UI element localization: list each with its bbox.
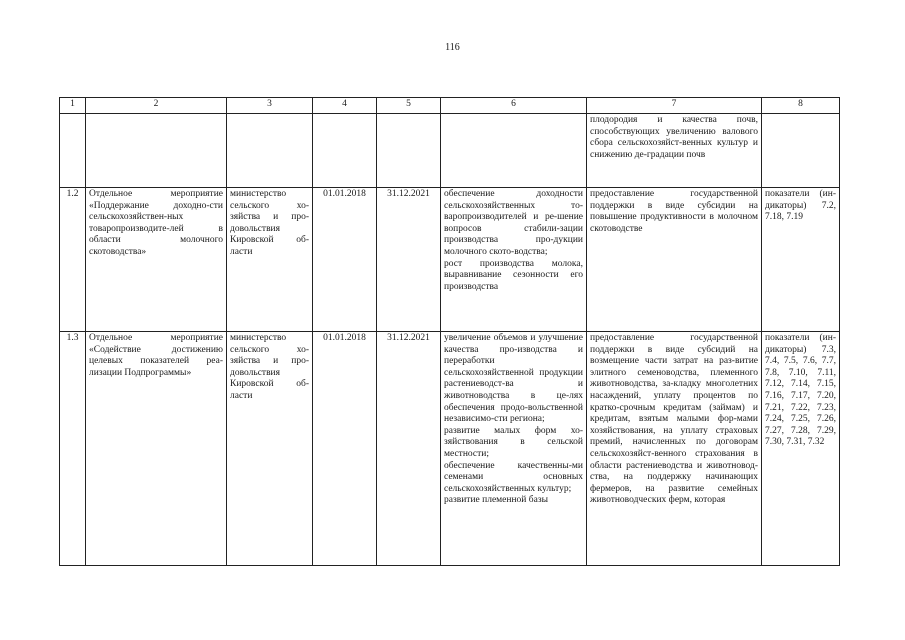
indicators-cell [762, 114, 840, 188]
start-date-cell: 01.01.2018 [313, 332, 377, 566]
start-date-cell: 01.01.2018 [313, 188, 377, 332]
result-cell: увеличение объемов и улучшение качества про-изводства и переработки сельскохозяйственной продукции растениеводст-ва и животноводства в це-лях обеспечения продо-вольственной независимо-сти региона; развитие малых форм хо-зяйствования в сельской местности; обеспечение качественны-ми семенами основных сельскохозяйственных культур; развитие племенной базы [441, 332, 587, 566]
measures-table [59, 97, 840, 566]
table-row [60, 332, 840, 566]
table-row [60, 114, 840, 188]
start-date-cell [313, 114, 377, 188]
column-header: 2 [86, 98, 227, 114]
relation-cell: плодородия и качества почв, способствующих увеличению валового сбора сельскохозяйст-венных культур и снижению де-градации почв [587, 114, 762, 188]
row-number-cell: 1.3 [60, 332, 86, 566]
result-cell: обеспечение доходности сельскохозяйственных то-варопроизводителей и ре-шение вопросов стабили-зации производства про-дукции молочного ското-водства; рост производства молока, выравнивание сезонности его производства [441, 188, 587, 332]
column-header: 8 [762, 98, 840, 114]
executor-cell: министерство сельского хо-зяйства и про-довольствия Кировской об-ласти [227, 332, 313, 566]
column-header: 4 [313, 98, 377, 114]
executor-cell: министерство сельского хо-зяйства и про-довольствия Кировской об-ласти [227, 188, 313, 332]
column-header: 7 [587, 98, 762, 114]
table-row [60, 188, 840, 332]
column-header: 3 [227, 98, 313, 114]
measure-name-cell: Отдельное мероприятие «Поддержание доходно-сти сельскохозяйствен-ных товаропроизводите-лей в области молочного скотоводства» [86, 188, 227, 332]
measure-name-cell: Отдельное мероприятие «Содействие достижению целевых показателей реа-лизации Подпрограммы» [86, 332, 227, 566]
measure-name-cell [86, 114, 227, 188]
column-header: 1 [60, 98, 86, 114]
page-number: 116 [445, 42, 460, 53]
indicators-cell: показатели (ин-дикаторы) 7.3, 7.4, 7.5, 7.6, 7.7, 7.8, 7.10, 7.11, 7.12, 7.14, 7.15, 7.16, 7.17, 7.20, 7.21, 7.22, 7.23, 7.24, 7.25, 7.26, 7.27, 7.28, 7.29, 7.30, 7.31, 7.32 [762, 332, 840, 566]
row-number-cell [60, 114, 86, 188]
result-cell [441, 114, 587, 188]
column-header: 6 [441, 98, 587, 114]
relation-cell: предоставление государственной поддержки в виде субсидий на возмещение части затрат на раз-витие элитного семеноводства, племенного животноводства, за-кладку многолетних насаждений, уплату процентов по кратко-срочным кредитам (займам) и кредитам, взятым малыми фор-мами хозяйствования, на уплату страховых премий, начисленных по договорам сельскохозяйст-венного страхования в области растениеводства и животновод-ства, на поддержку начинающих фермеров, на развитие семейных животноводческих ферм, которая [587, 332, 762, 566]
end-date-cell: 31.12.2021 [377, 188, 441, 332]
indicators-cell: показатели (ин-дикаторы) 7.2, 7.18, 7.19 [762, 188, 840, 332]
executor-cell [227, 114, 313, 188]
end-date-cell: 31.12.2021 [377, 332, 441, 566]
table-header-row [60, 98, 840, 114]
end-date-cell [377, 114, 441, 188]
row-number-cell: 1.2 [60, 188, 86, 332]
relation-cell: предоставление государственной поддержки в виде субсидии на повышение продуктивности в молочном скотоводстве [587, 188, 762, 332]
column-header: 5 [377, 98, 441, 114]
